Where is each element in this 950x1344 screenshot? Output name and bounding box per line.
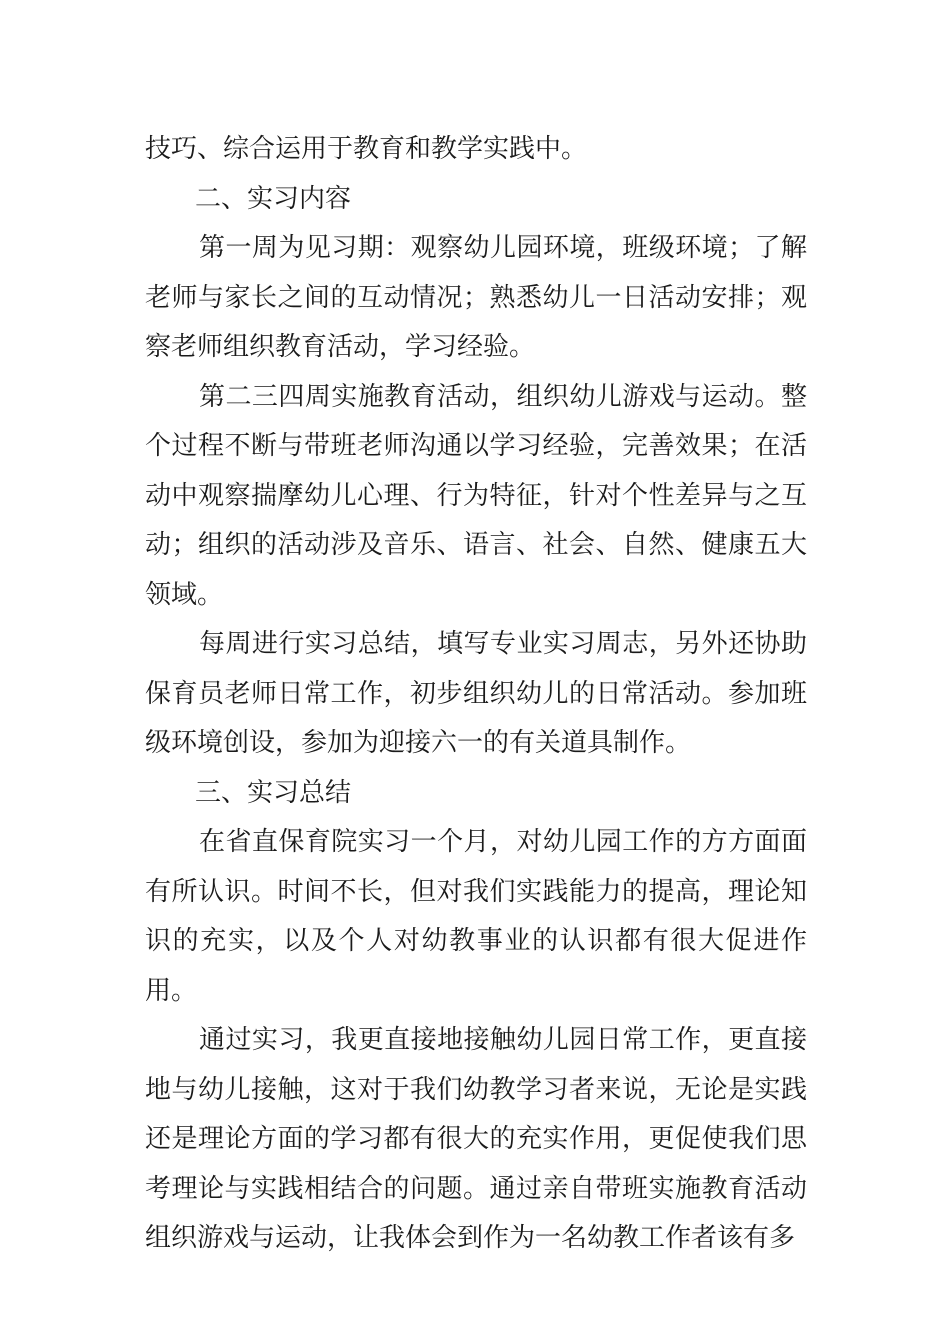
paragraph-week-one: 第一周为见习期：观察幼儿园环境，班级环境；了解老师与家长之间的互动情况；熟悉幼儿一日活动安排；观察老师组织教育活动，学习经验。 [145, 233, 807, 362]
paragraph-weeks-two-to-four: 第二三四周实施教育活动，组织幼儿游戏与运动。整个过程不断与带班老师沟通以学习经验，完善效果；在活动中观察揣摩幼儿心理、行为特征，针对个性差异与之互动；组织的活动涉及音乐、语言、社会、自然、健康五大领域。 [145, 381, 807, 610]
section-heading-internship-content: 二、实习内容 [195, 183, 352, 214]
paragraph-continuation: 技巧、综合运用于教育和教学实践中。 [145, 134, 588, 164]
paragraph-summary-one: 在省直保育院实习一个月，对幼儿园工作的方方面面有所认识。时间不长，但对我们实践能力的提高，理论知识的充实，以及个人对幼教事业的认识都有很大促进作用。 [145, 827, 807, 1006]
paragraph-weekly-summary: 每周进行实习总结，填写专业实习周志，另外还协助保育员老师日常工作，初步组织幼儿的日常活动。参加班级环境创设，参加为迎接六一的有关道具制作。 [145, 629, 807, 758]
section-heading-internship-summary: 三、实习总结 [195, 777, 352, 808]
document-body [145, 125, 807, 1264]
paragraph-summary-two: 通过实习，我更直接地接触幼儿园日常工作，更直接地与幼儿接触，这对于我们幼教学习者来说，无论是实践还是理论方面的学习都有很大的充实作用，更促使我们思考理论与实践相结合的问题。通过亲自带班实施教育活动组织游戏与运动，让我体会到作为一名幼教工作者该有多 [145, 1025, 807, 1253]
